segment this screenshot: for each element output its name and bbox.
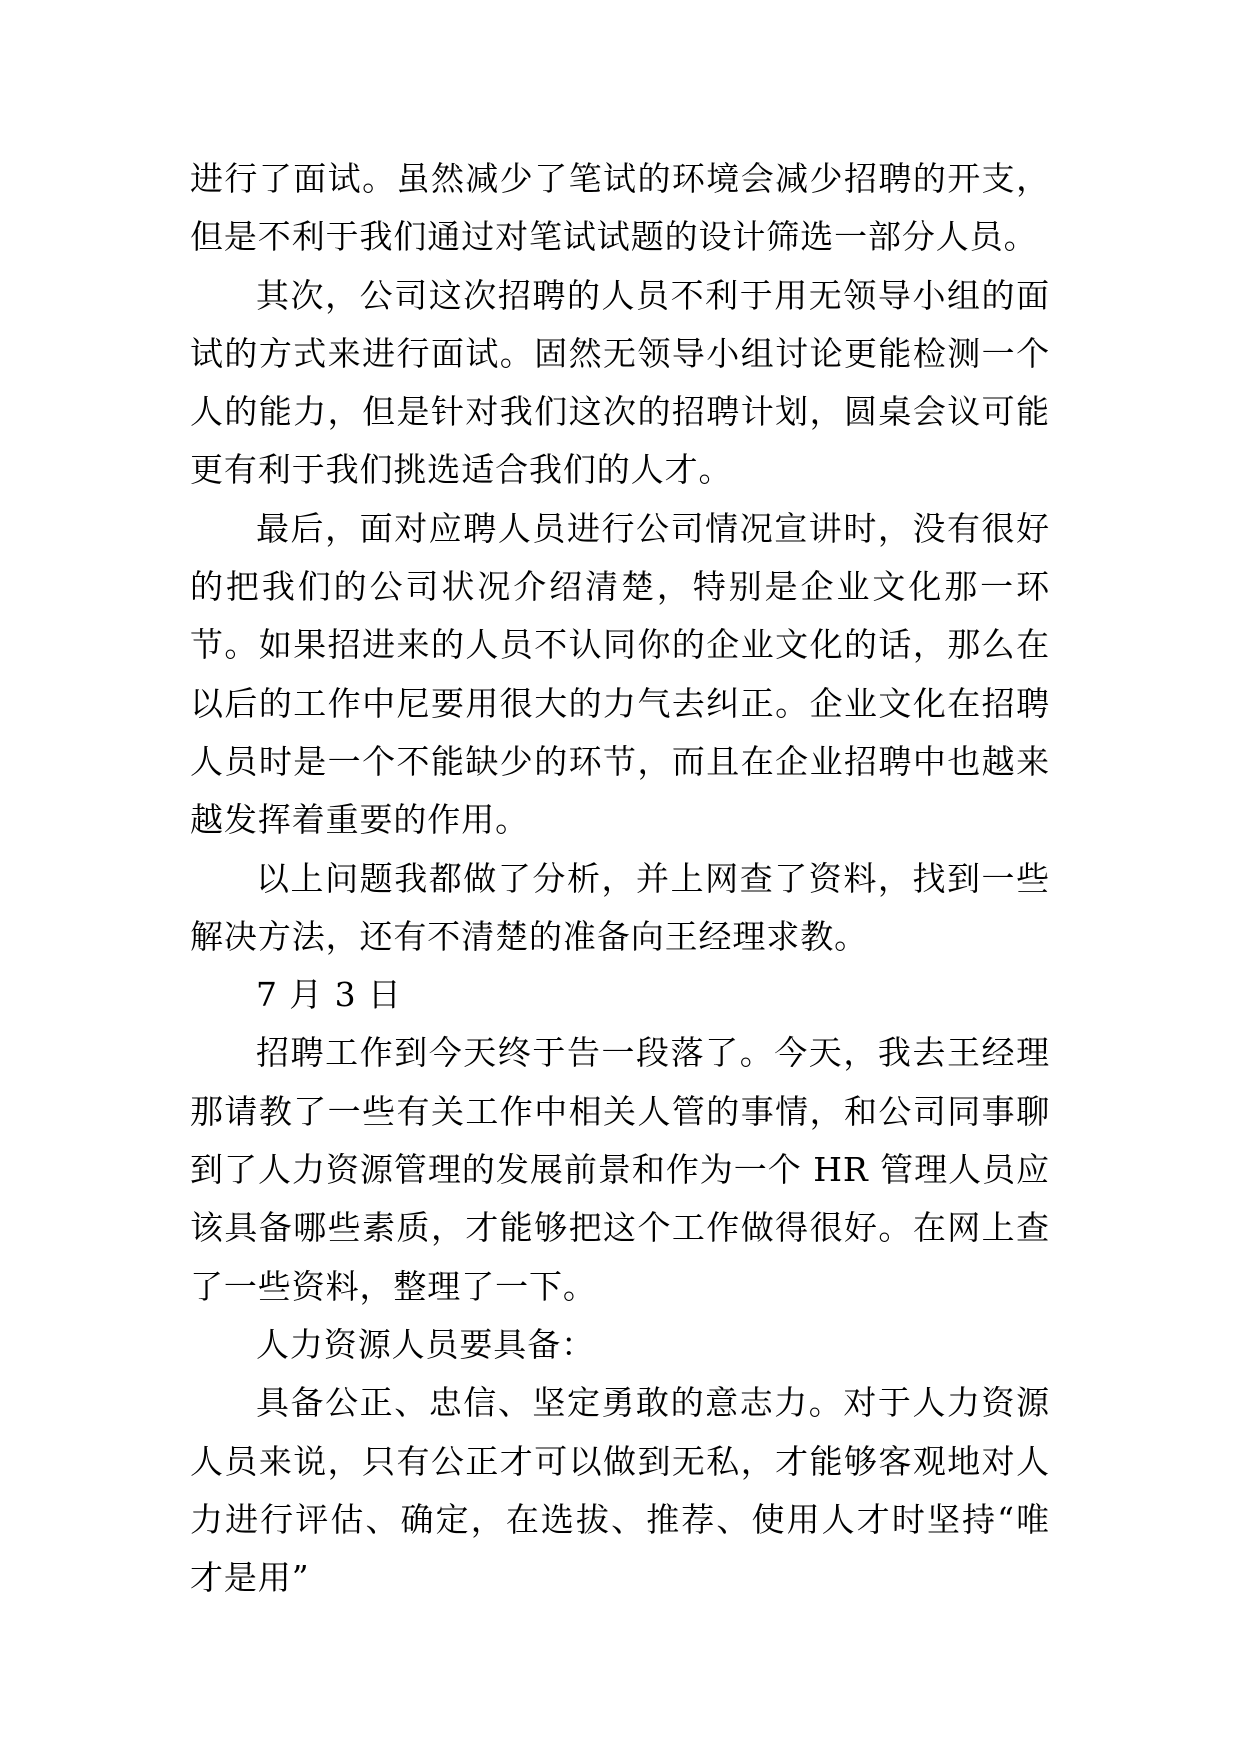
paragraph-second-issue: 其次，公司这次招聘的人员不利于用无领导小组的面试的方式来进行面试。固然无领导小组讨论更能检测一个人的能力，但是针对我们这次的招聘计划，圆桌会议可能更有利于我们挑选适合我们的人才。 <box>190 275 1050 490</box>
paragraph-hr-qualities: 具备公正、忠信、坚定勇敢的意志力。对于人力资源人员来说，只有公正才可以做到无私，才能够客观地对人力进行评估、确定，在选拔、推荐、使用人才时坚持“唯才是用” <box>190 1383 1050 1598</box>
paragraph-recruitment-end: 招聘工作到今天终于告一段落了。今天，我去王经理那请教了一些有关工作中相关人管的事情，和公司同事聊到了人力资源管理的发展前景和作为一个 HR 管理人员应该具备哪些素质，才能够把这个工作做得很好。在网上查了一些资料，整理了一下。 <box>190 1033 1050 1306</box>
paragraph-hr-requirements-heading: 人力资源人员要具备： <box>256 1324 595 1364</box>
paragraph-interview-cost: 进行了面试。虽然减少了笔试的环境会减少招聘的开支，但是不利于我们通过对笔试试题的设计筛选一部分人员。 <box>190 159 1050 257</box>
paragraph-last-issue: 最后，面对应聘人员进行公司情况宣讲时，没有很好的把我们的公司状况介绍清楚，特别是企业文化那一环节。如果招进来的人员不认同你的企业文化的话，那么在以后的工作中尼要用很大的力气去纠正。企业文化在招聘人员时是一个不能缺少的环节，而且在企业招聘中也越来越发挥着重要的作用。 <box>190 508 1050 840</box>
date-heading: 7 月 3 日 <box>256 975 402 1015</box>
document-body <box>190 150 1050 1607</box>
paragraph-analysis: 以上问题我都做了分析，并上网查了资料，找到一些解决方法，还有不清楚的准备向王经理求教。 <box>190 858 1050 956</box>
